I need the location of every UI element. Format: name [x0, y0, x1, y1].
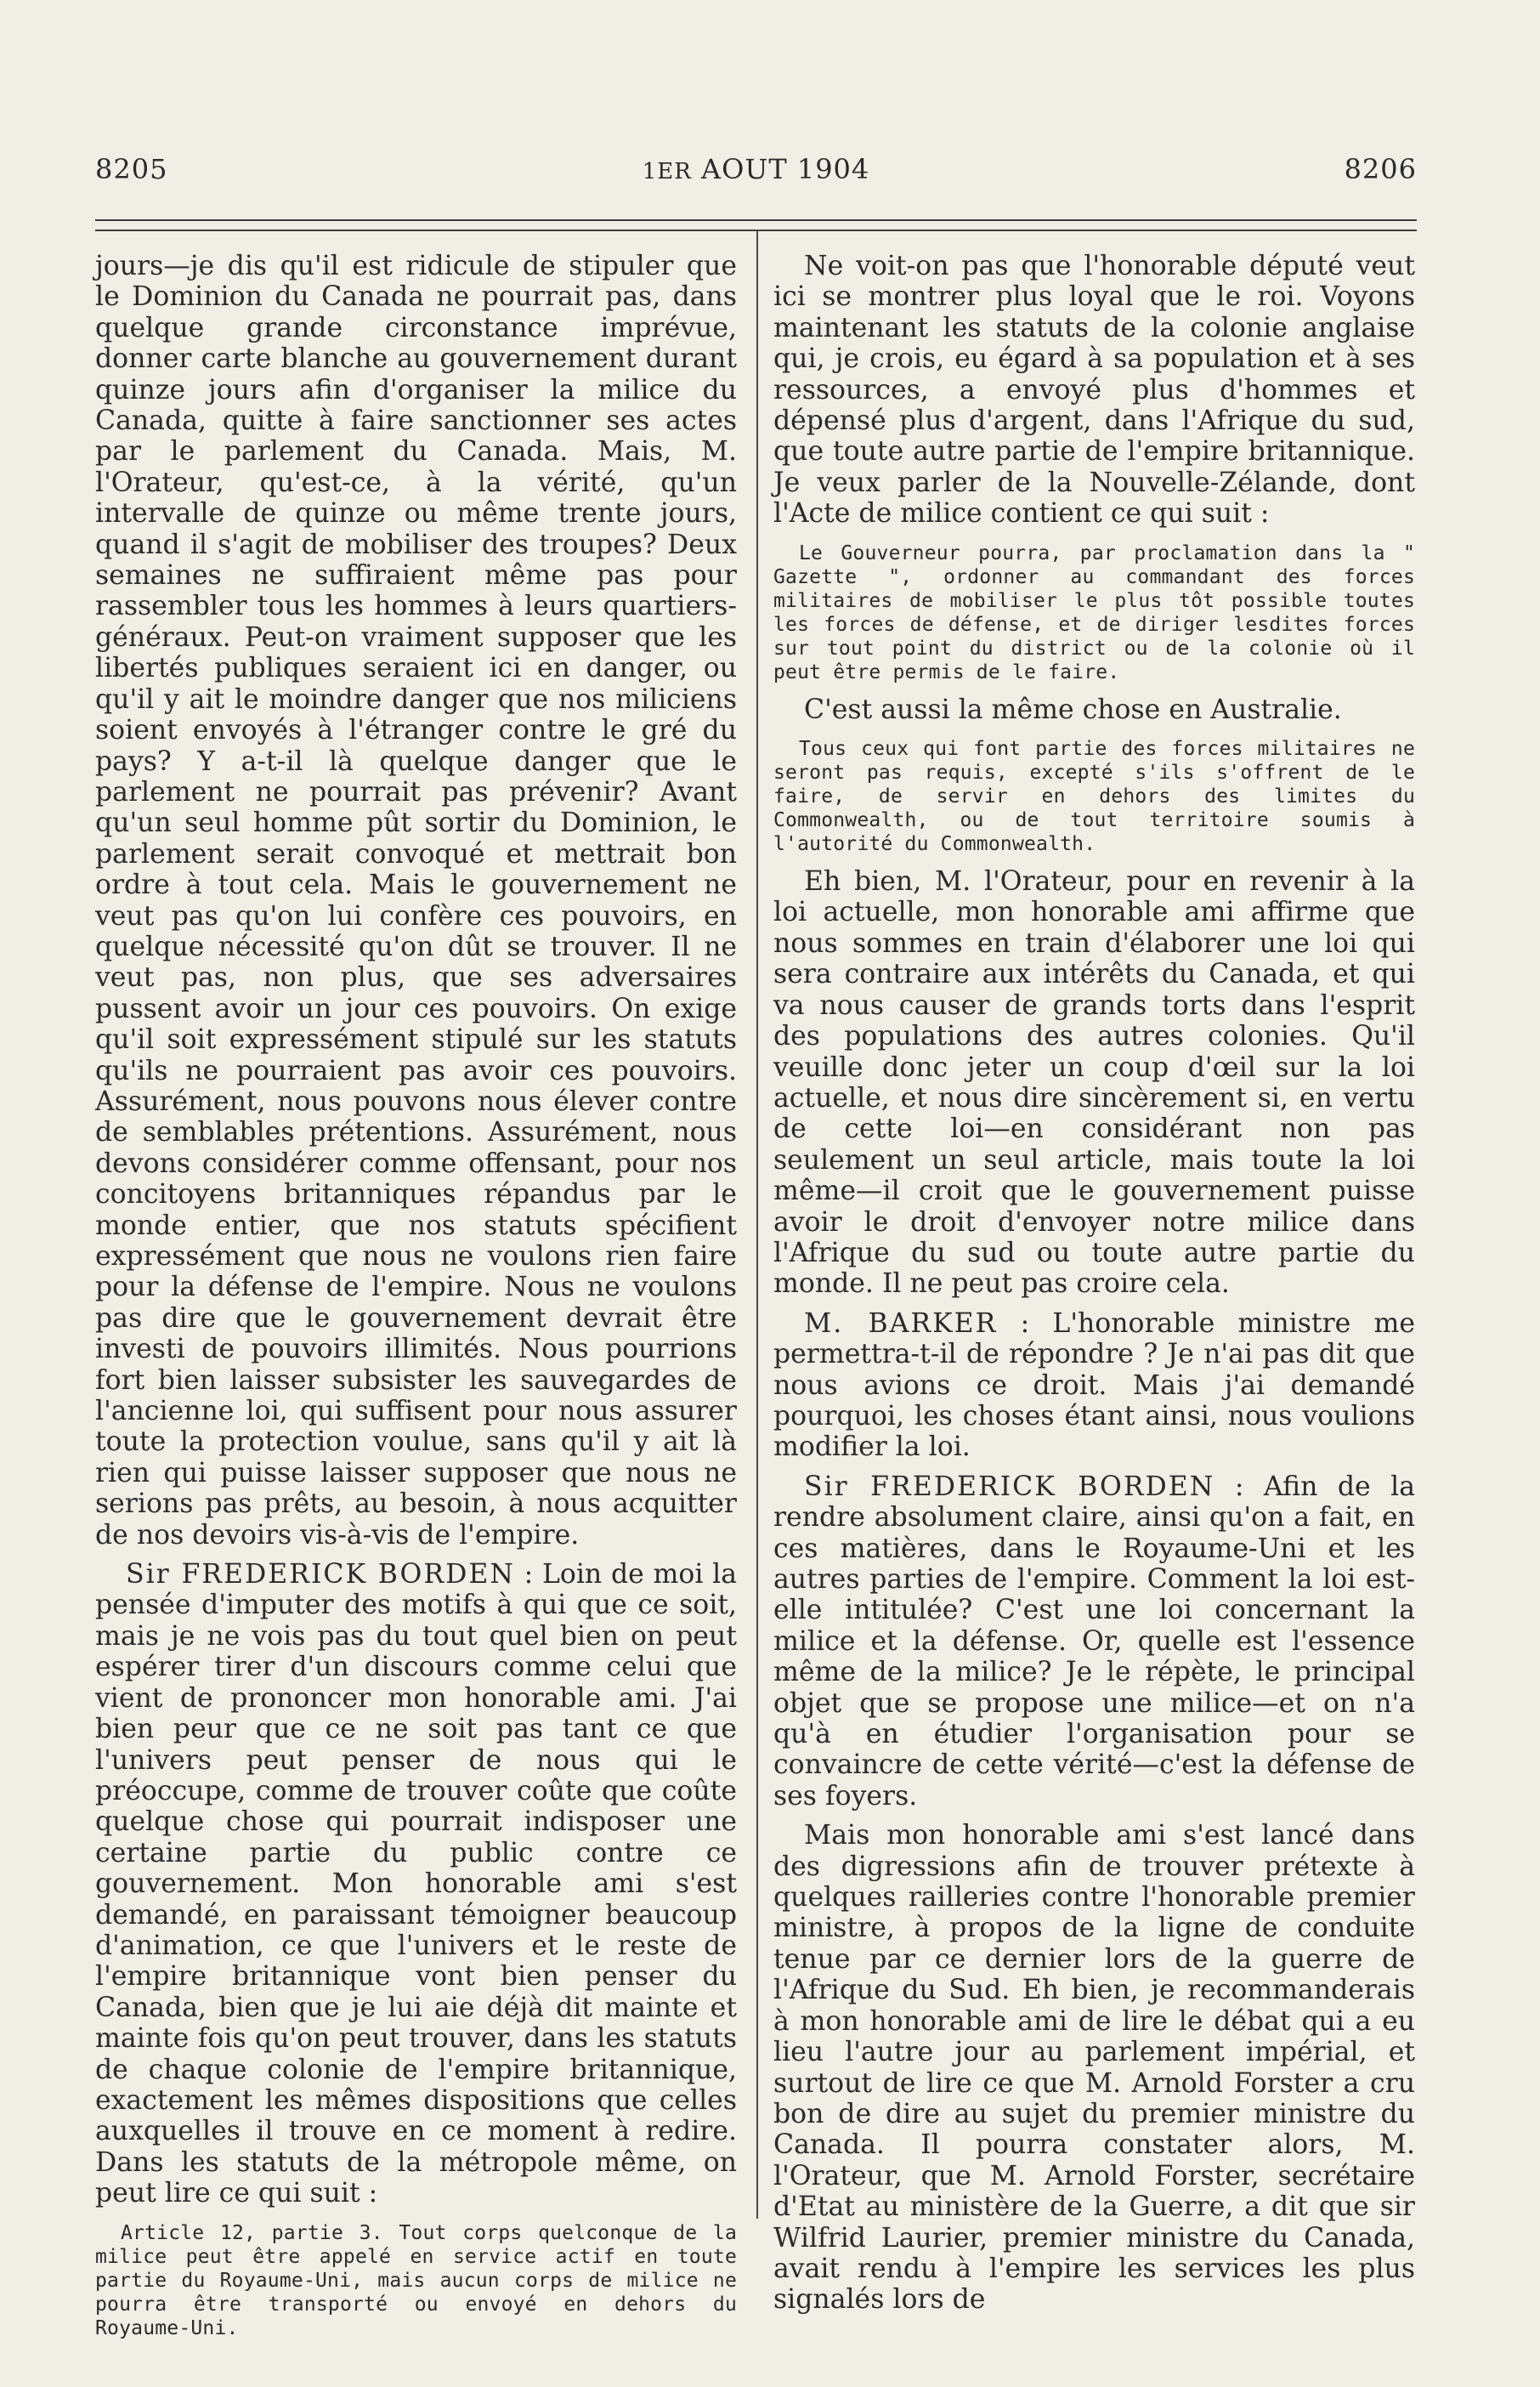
body-paragraph [773, 866, 1415, 1300]
column-divider [756, 230, 758, 2219]
speech-paragraph [773, 1308, 1415, 1463]
speaker-name: M. BARKER [804, 1307, 998, 1339]
body-paragraph [773, 1820, 1415, 2316]
quoted-statute [773, 737, 1415, 856]
paragraph-text: jours—je dis qu'il est ridicule de stipuler que le Dominion du Canada ne pourrait pas, dans quelque grande circonstance imprévue, donner carte blanche au gouvernement durant quinze jours afin d'organiser la milice du Canada, quitte à faire sanctionner ses actes par le parlement du Canada. Mais, M. l'Orateur, qu'est-ce, à la vérité, qu'un intervalle de quinze ou même trente jours, quand il s'agit de mobiliser des troupes? Deux semaines ne suffiraient même pas pour rassembler tous les hommes à leurs quartiers-généraux. Peut-on vraiment supposer que les libertés publiques seraient ici en danger, ou qu'il y ait le moindre danger que nos miliciens soient envoyés à l'étranger contre le gré du pays? Y a-t-il là quelque danger que le parlement ne pourrait pas prévenir? Avant qu'un seul homme pût sortir du Dominion, le parlement serait convoqué et mettrait bon ordre à tout cela. Mais le gouvernement ne veut pas qu'on lui confère ces pouvoirs, en quelque nécessité qu'on dût se trouver. Il ne veut pas, non plus, que ses adversaires pussent avoir un jour ces pouvoirs. On exige qu'il soit expressément stipulé sur les statuts qu'ils ne pourraient pas avoir ces pouvoirs. Assurément, nous pouvons nous élever contre de semblables prétentions. Assurément, nous devons considérer comme offensant, pour nos concitoyens britanniques répandus par le monde entier, que nos statuts spécifient expressément que nous ne voulons rien faire pour la défense de l'empire. Nous ne voulons pas dire que le gouvernement devrait être investi de pouvoirs illimités. Nous pourrions fort bien laisser subsister les sauvegardes de l'ancienne loi, qui suffisent pour nous assurer toute la protection voulue, sans qu'il y ait là rien qui puisse laisser supposer que nous ne serions pas prêts, au besoin, à nous acquitter de nos devoirs vis-à-vis de l'empire. [95, 251, 737, 1551]
page-header [95, 153, 1417, 196]
speech-text: : L'honorable ministre me permettra-t-il de répondre ? Je n'ai pas dit que nous avions ce droit. Mais j'ai demandé pourquoi, les choses étant ainsi, nous voulions modifier la loi. [773, 1307, 1416, 1463]
quote-text: Article 12, partie 3. Tout corps quelconque de la milice peut être appelé en service actif en toute partie du Royaume-Uni, mais aucun corps de milice ne pourra être transporté ou envoyé en dehors du Royaume-Uni. [95, 2221, 737, 2339]
quoted-statute [95, 2221, 737, 2340]
left-column [95, 251, 737, 2350]
quote-text: Le Gouverneur pourra, par proclamation dans la " Gazette ", ordonner au commandant des forces militaires de mobiliser le plus tôt possible toutes les forces de défense, et de diriger lesdites forces sur tout point du district ou de la colonie où il peut être permis de le faire. [773, 541, 1415, 683]
paragraph-text: C'est aussi la même chose en Australie. [804, 694, 1342, 725]
right-column [773, 251, 1415, 2316]
page-number-left: 8205 [95, 153, 168, 185]
page-number-right: 8206 [1344, 153, 1417, 185]
speaker-name: Sir FREDERICK BORDEN [126, 1559, 515, 1590]
body-paragraph [773, 251, 1415, 530]
date-rest: AOUT 1904 [691, 153, 870, 185]
paragraph-text: Eh bien, M. l'Orateur, pour en revenir à la loi actuelle, mon honorable ami affirme que nous sommes en train d'élaborer une loi qui sera contraire aux intérêts du Canada, et qui va nous causer de grands torts dans l'esprit des populations des autres colonies. Qu'il veuille donc jeter un coup d'œil sur la loi actuelle, et nous dire sincèrement si, en vertu de cette loi—en considérant non pas seulement un seul article, mais toute la loi même—il croit que le gouvernement puisse avoir le droit d'envoyer notre milice dans l'Afrique du sud ou toute autre partie du monde. Il ne peut pas croire cela. [773, 866, 1415, 1300]
page-date [95, 153, 1417, 185]
speech-paragraph [95, 1559, 737, 2209]
speech-paragraph [773, 1471, 1415, 1812]
quoted-statute [773, 541, 1415, 684]
speech-text: : Afin de la rendre absolument claire, ainsi qu'on a fait, en ces matières, dans le Royaume-Uni et les autres parties de l'empire. Comment la loi est-elle intitulée? C'est une loi concernant la milice et la défense. Or, quelle est l'essence même de la milice? Je le répète, le principal objet que se propose une milice—et on n'a qu'à en étudier l'organisation pour se convaincre de cette vérité—c'est la défense de ses foyers. [773, 1471, 1415, 1812]
body-paragraph [773, 695, 1415, 725]
paragraph-text: Ne voit-on pas que l'honorable député veut ici se montrer plus loyal que le roi. Voyons maintenant les statuts de la colonie anglaise qui, je crois, eu égard à sa population et à ses ressources, a envoyé plus d'hommes et dépensé plus d'argent, dans l'Afrique du sud, que toute autre partie de l'empire britannique. Je veux parler de la Nouvelle-Zélande, dont l'Acte de milice contient ce qui suit : [773, 251, 1415, 530]
speech-text: : Loin de moi la pensée d'imputer des motifs à qui que ce soit, mais je ne vois pas du tout quel bien on peut espérer tirer d'un discours comme celui que vient de prononcer mon honorable ami. J'ai bien peur que ce ne soit pas tant ce que l'univers peut penser de nous qui le préoccupe, comme de trouver coûte que coûte quelque chose qui pourrait indisposer une certaine partie du public contre ce gouvernement. Mon honorable ami s'est demandé, en paraissant témoigner beaucoup d'animation, ce que l'univers et le reste de l'empire britannique vont bien penser du Canada, bien que je lui aie déjà dit mainte et mainte fois qu'on peut trouver, dans les statuts de chaque colonie de l'empire britannique, exactement les mêmes dispositions que celles auxquelles il trouve en ce moment à redire. Dans les statuts de la métropole même, on peut lire ce qui suit : [95, 1559, 737, 2209]
paragraph-text: Mais mon honorable ami s'est lancé dans des digressions afin de trouver prétexte à quelques railleries contre l'honorable premier ministre, à propos de la ligne de conduite tenue par ce dernier lors de la guerre de l'Afrique du Sud. Eh bien, je recommanderais à mon honorable ami de lire le débat qui a eu lieu l'autre jour au parlement impérial, et surtout de lire ce que M. Arnold Forster a cru bon de dire au sujet du premier ministre du Canada. Il pourra constater alors, M. l'Orateur, que M. Arnold Forster, secrétaire d'Etat au ministère de la Guerre, a dit que sir Wilfrid Laurier, premier ministre du Canada, avait rendu à l'empire les services les plus signalés lors de [773, 1820, 1415, 2316]
header-rule-top [95, 219, 1417, 221]
body-paragraph [95, 251, 737, 1551]
date-prefix: 1ER [642, 159, 692, 184]
speaker-name: Sir FREDERICK BORDEN [804, 1471, 1215, 1502]
quote-text: Tous ceux qui font partie des forces militaires ne seront pas requis, excepté s'ils s'offrent de le faire, de servir en dehors des limites du Commonwealth, ou de tout territoire soumis à l'autorité du Commonwealth. [773, 738, 1415, 856]
